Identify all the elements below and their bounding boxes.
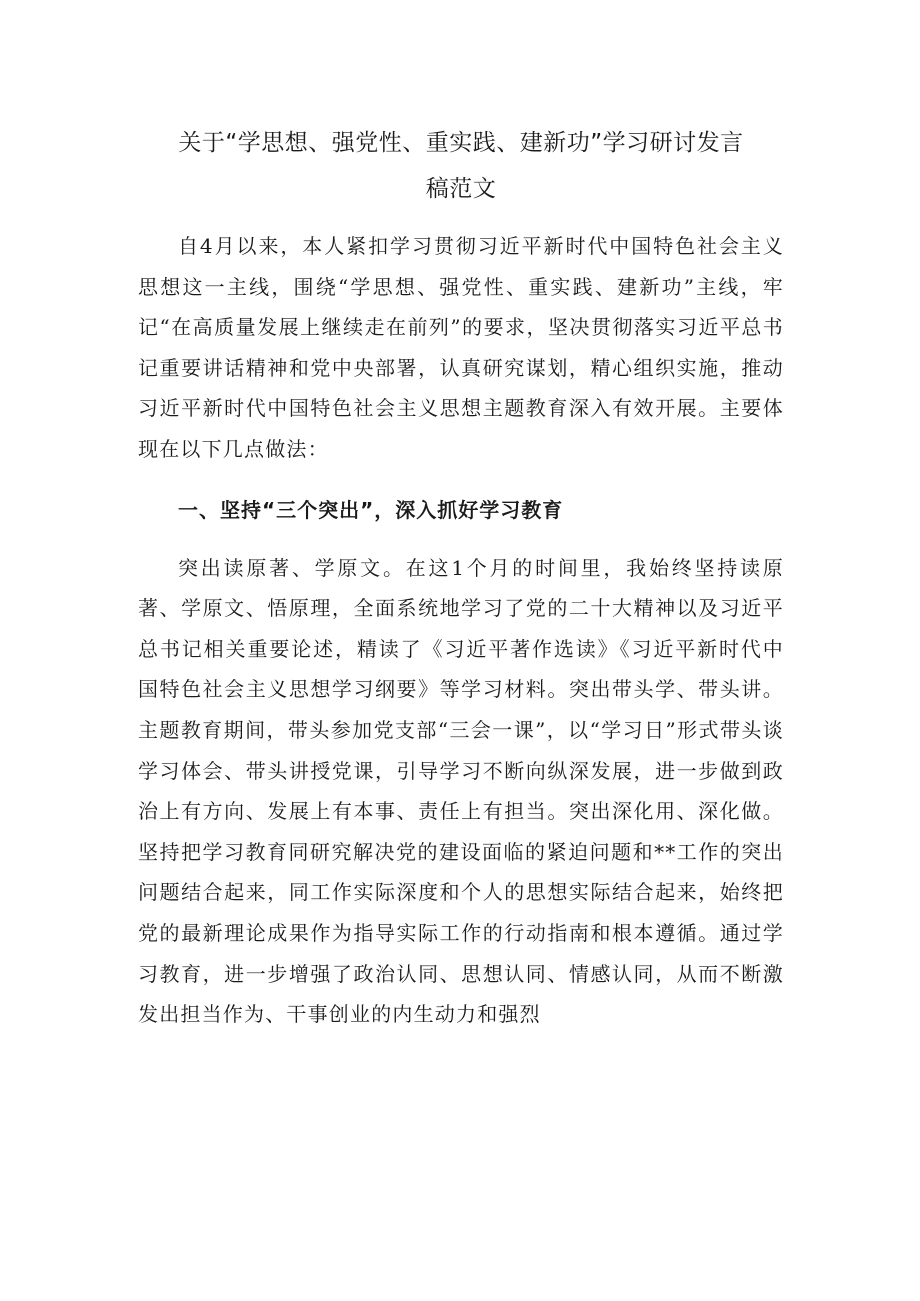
document-title [118,120,804,212]
section-1-paragraph: 突出读原著、学原文。在这1个月的时间里，我始终坚持读原著、学原文、悟原理，全面系统地学习了党的二十大精神以及习近平总书记相关重要论述，精读了《习近平著作选读》《习近平新时代中国特色社会主义思想学习纲要》等学习材料。突出带头学、带头讲。主题教育期间，带头参加党支部“三会一课”，以“学习日”形式带头谈学习体会、带头讲授党课，引导学习不断向纵深发展，进一步做到政治上有方向、发展上有本事、责任上有担当。突出深化用、深化做。坚持把学习教育同研究解决党的建设面临的紧迫问题和**工作的突出问题结合起来，同工作实际深度和个人的思想实际结合起来，始终把党的最新理论成果作为指导实际工作的行动指南和根本遵循。通过学习教育，进一步增强了政治认同、思想认同、情感认同，从而不断激发出担当作为、干事创业的内生动力和强烈 [138,555,784,1027]
title-line-1: 关于“学思想、强党性、重实践、建新功”学习研讨发言 [178,130,744,156]
title-line-2: 稿范文 [425,176,497,202]
section-1-heading: 一、坚持“三个突出”，深入抓好学习教育 [178,497,564,522]
document-page [138,120,784,1035]
intro-paragraph: 自4月以来，本人紧扣学习贯彻习近平新时代中国特色社会主义思想这一主线，围绕“学思想、强党性、重实践、建新功”主线，牢记“在高质量发展上继续走在前列”的要求，坚决贯彻落实习近平总书记重要讲话精神和党中央部署，认真研究谋划，精心组织实施，推动习近平新时代中国特色社会主义思想主题教育深入有效开展。主要体现在以下几点做法： [138,234,784,461]
